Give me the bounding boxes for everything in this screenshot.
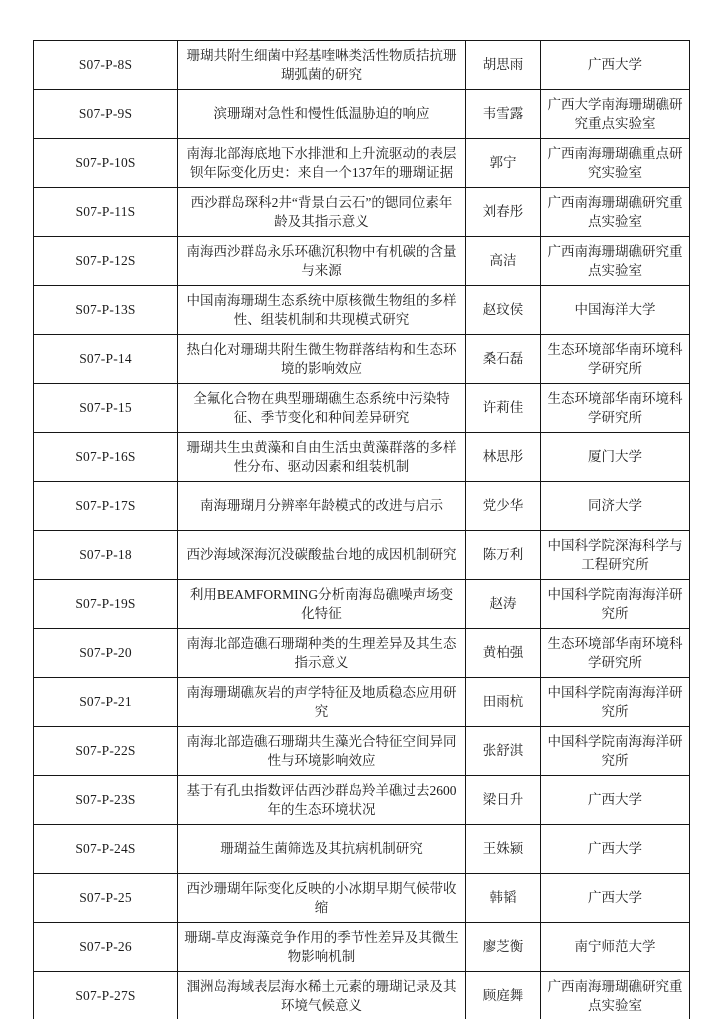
poster-id-cell: S07-P-27S [34, 972, 178, 1019]
poster-id-cell: S07-P-20 [34, 629, 178, 678]
poster-title-cell: 中国南海珊瑚生态系统中原核微生物组的多样性、组装机制和共现模式研究 [178, 286, 466, 335]
affiliation-cell: 中国科学院深海科学与工程研究所 [541, 531, 690, 580]
poster-title-cell: 西沙群岛琛科2井“背景白云石”的锶同位素年龄及其指示意义 [178, 188, 466, 237]
presenter-name-cell: 胡思雨 [466, 41, 541, 90]
affiliation-cell: 广西南海珊瑚礁研究重点实验室 [541, 972, 690, 1019]
affiliation-cell: 广西大学 [541, 874, 690, 923]
poster-title-cell: 南海北部海底地下水排泄和上升流驱动的表层钡年际变化历史：来自一个137年的珊瑚证据 [178, 139, 466, 188]
affiliation-cell: 广西大学 [541, 41, 690, 90]
table-row [34, 90, 690, 139]
table-row [34, 286, 690, 335]
poster-title-cell: 热白化对珊瑚共附生微生物群落结构和生态环境的影响效应 [178, 335, 466, 384]
poster-table-body [34, 41, 690, 1019]
presenter-name-cell: 韩韬 [466, 874, 541, 923]
presenter-name-cell: 刘春彤 [466, 188, 541, 237]
affiliation-cell: 生态环境部华南环境科学研究所 [541, 335, 690, 384]
presenter-name-cell: 赵玟侯 [466, 286, 541, 335]
affiliation-cell: 中国科学院南海海洋研究所 [541, 727, 690, 776]
poster-id-cell: S07-P-10S [34, 139, 178, 188]
affiliation-cell: 生态环境部华南环境科学研究所 [541, 384, 690, 433]
affiliation-cell: 中国海洋大学 [541, 286, 690, 335]
affiliation-cell: 中国科学院南海海洋研究所 [541, 580, 690, 629]
affiliation-cell: 南宁师范大学 [541, 923, 690, 972]
poster-id-cell: S07-P-17S [34, 482, 178, 531]
presenter-name-cell: 韦雪露 [466, 90, 541, 139]
poster-title-cell: 基于有孔虫指数评估西沙群岛羚羊礁过去2600年的生态环境状况 [178, 776, 466, 825]
affiliation-cell: 广西南海珊瑚礁重点研究实验室 [541, 139, 690, 188]
poster-title-cell: 西沙海域深海沉没碳酸盐台地的成因机制研究 [178, 531, 466, 580]
presenter-name-cell: 党少华 [466, 482, 541, 531]
poster-id-cell: S07-P-26 [34, 923, 178, 972]
presenter-name-cell: 田雨杭 [466, 678, 541, 727]
affiliation-cell: 广西大学 [541, 825, 690, 874]
poster-title-cell: 珊瑚共附生细菌中羟基喹啉类活性物质拮抗珊瑚弧菌的研究 [178, 41, 466, 90]
poster-id-cell: S07-P-24S [34, 825, 178, 874]
affiliation-cell: 生态环境部华南环境科学研究所 [541, 629, 690, 678]
table-row [34, 384, 690, 433]
poster-id-cell: S07-P-11S [34, 188, 178, 237]
poster-title-cell: 南海北部造礁石珊瑚种类的生理差异及其生态指示意义 [178, 629, 466, 678]
presenter-name-cell: 黄柏强 [466, 629, 541, 678]
presenter-name-cell: 张舒淇 [466, 727, 541, 776]
presenter-name-cell: 桑石磊 [466, 335, 541, 384]
poster-title-cell: 南海北部造礁石珊瑚共生藻光合特征空间异同性与环境影响效应 [178, 727, 466, 776]
poster-id-cell: S07-P-16S [34, 433, 178, 482]
poster-id-cell: S07-P-14 [34, 335, 178, 384]
presenter-name-cell: 林思彤 [466, 433, 541, 482]
table-row [34, 776, 690, 825]
poster-id-cell: S07-P-15 [34, 384, 178, 433]
poster-id-cell: S07-P-22S [34, 727, 178, 776]
table-row [34, 335, 690, 384]
presenter-name-cell: 廖芝衡 [466, 923, 541, 972]
affiliation-cell: 广西南海珊瑚礁研究重点实验室 [541, 188, 690, 237]
affiliation-cell: 同济大学 [541, 482, 690, 531]
presenter-name-cell: 顾庭舞 [466, 972, 541, 1019]
poster-title-cell: 利用BEAMFORMING分析南海岛礁噪声场变化特征 [178, 580, 466, 629]
poster-id-cell: S07-P-19S [34, 580, 178, 629]
poster-title-cell: 南海珊瑚礁灰岩的声学特征及地质稳态应用研究 [178, 678, 466, 727]
table-row [34, 727, 690, 776]
poster-title-cell: 滨珊瑚对急性和慢性低温胁迫的响应 [178, 90, 466, 139]
table-row [34, 433, 690, 482]
table-row [34, 678, 690, 727]
affiliation-cell: 广西大学南海珊瑚礁研究重点实验室 [541, 90, 690, 139]
table-row [34, 531, 690, 580]
table-row [34, 41, 690, 90]
poster-title-cell: 南海珊瑚月分辨率年龄模式的改进与启示 [178, 482, 466, 531]
table-row [34, 482, 690, 531]
table-row [34, 825, 690, 874]
presenter-name-cell: 陈万利 [466, 531, 541, 580]
affiliation-cell: 厦门大学 [541, 433, 690, 482]
poster-title-cell: 全氟化合物在典型珊瑚礁生态系统中污染特征、季节变化和种间差异研究 [178, 384, 466, 433]
poster-id-cell: S07-P-25 [34, 874, 178, 923]
poster-title-cell: 西沙珊瑚年际变化反映的小冰期早期气候带收缩 [178, 874, 466, 923]
table-row [34, 923, 690, 972]
affiliation-cell: 中国科学院南海海洋研究所 [541, 678, 690, 727]
presenter-name-cell: 郭宁 [466, 139, 541, 188]
poster-title-cell: 南海西沙群岛永乐环礁沉积物中有机碳的含量与来源 [178, 237, 466, 286]
table-row [34, 874, 690, 923]
poster-id-cell: S07-P-8S [34, 41, 178, 90]
affiliation-cell: 广西大学 [541, 776, 690, 825]
table-row [34, 237, 690, 286]
poster-id-cell: S07-P-18 [34, 531, 178, 580]
poster-title-cell: 珊瑚-草皮海藻竞争作用的季节性差异及其微生物影响机制 [178, 923, 466, 972]
poster-id-cell: S07-P-9S [34, 90, 178, 139]
poster-id-cell: S07-P-23S [34, 776, 178, 825]
affiliation-cell: 广西南海珊瑚礁研究重点实验室 [541, 237, 690, 286]
poster-title-cell: 珊瑚共生虫黄藻和自由生活虫黄藻群落的多样性分布、驱动因素和组装机制 [178, 433, 466, 482]
poster-id-cell: S07-P-12S [34, 237, 178, 286]
presenter-name-cell: 高洁 [466, 237, 541, 286]
table-row [34, 580, 690, 629]
poster-title-cell: 涠洲岛海域表层海水稀土元素的珊瑚记录及其环境气候意义 [178, 972, 466, 1019]
poster-title-cell: 珊瑚益生菌筛选及其抗病机制研究 [178, 825, 466, 874]
presenter-name-cell: 梁日升 [466, 776, 541, 825]
presenter-name-cell: 赵涛 [466, 580, 541, 629]
poster-id-cell: S07-P-21 [34, 678, 178, 727]
table-row [34, 972, 690, 1019]
poster-id-cell: S07-P-13S [34, 286, 178, 335]
poster-session-table [33, 40, 690, 1019]
table-row [34, 188, 690, 237]
presenter-name-cell: 王姝颍 [466, 825, 541, 874]
table-row [34, 629, 690, 678]
table-row [34, 139, 690, 188]
presenter-name-cell: 许莉佳 [466, 384, 541, 433]
